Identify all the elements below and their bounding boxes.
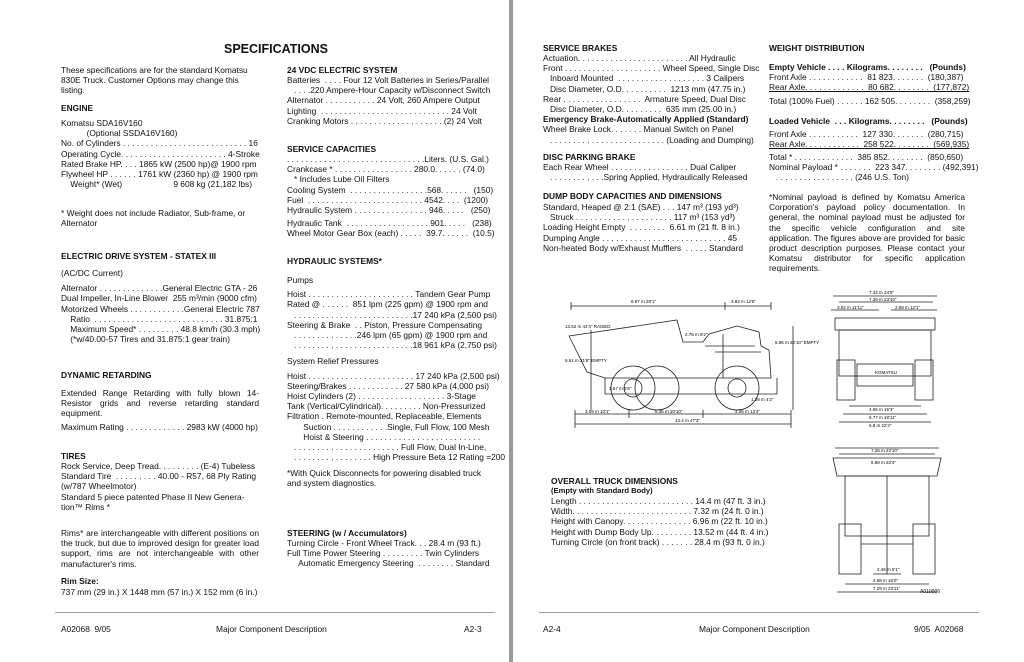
dim-label: 5.77 m 18'11"	[869, 415, 897, 420]
spec-line: Hoist . . . . . . . . . . . . . . . . . . . . . . . Tandem Gear Pump	[287, 289, 491, 300]
vdc-heading: 24 VDC ELECTRIC SYSTEM	[287, 65, 398, 75]
spec-line: Fuel . . . . . . . . . . . . . . . . . . . . . . . . . 4542. . . . (1200)	[287, 194, 489, 205]
weight-line: Loaded Vehicle . . . Kilograms. . . . . . . . (Pounds)	[769, 116, 968, 126]
overall-subheading: (Empty with Standard Body)	[551, 486, 653, 495]
spec-line: Hoist & Steering . . . . . . . . . . . . . . . . . . . . . . . . .	[287, 431, 481, 442]
drawing-id: A010006	[920, 589, 941, 595]
spec-line: Rated Brake HP. . . . 1865 kW (2500 hp)@ 1900 rpm	[61, 158, 257, 169]
left-page	[0, 0, 509, 662]
engine-specs	[61, 118, 260, 189]
dim-label: 14.4 m 47'3"	[675, 418, 700, 423]
spec-line: Width. . . . . . . . . . . . . . . . . . . . . . . . . . 7.32 m (24 ft. 0 in.)	[551, 506, 764, 517]
spec-line: Maximum Speed* . . . . . . . . . 48.8 km/h (30.3 mph)	[61, 324, 261, 335]
dim-label: 13.52 m 44'4" RAISED	[565, 324, 611, 329]
electric-heading: ELECTRIC DRIVE SYSTEM - STATEX III	[61, 251, 217, 261]
dim-label: 1.67 m 5'6"	[609, 386, 632, 391]
front-view-drawing	[825, 290, 945, 430]
weight-line: Front Axle . . . . . . . . . . . . 81 823. . . . . . . (180,387)	[769, 72, 964, 83]
weight-heading: WEIGHT DISTRIBUTION	[769, 43, 865, 53]
brakes-heading: SERVICE BRAKES	[543, 43, 618, 53]
weight-line: Total * . . . . . . . . . . . . . 385 852. . . . . . . . (850,650)	[769, 151, 964, 162]
spec-line: Hoist Cylinders (2) . . . . . . . . . . . . . . . . . . . 3-Stage	[287, 391, 476, 402]
spec-line: Height with Canopy. . . . . . . . . . . . . . . 6.96 m (22 ft. 10 in.)	[551, 516, 768, 527]
dim-label: 6.61 m 21'8" EMPTY	[565, 358, 607, 363]
dim-label: 7.28 m 23'10"	[871, 448, 899, 453]
dim-label: 2.78 m 9'2"	[685, 332, 708, 337]
engine-heading: ENGINE	[61, 103, 94, 113]
spec-line: Crankcase * . . . . . . . . . . . . . . . . . 280.0. . . . . . (74.0)	[287, 164, 485, 175]
spec-line: . . . . . . . . . . . . . . . . . . . . . . . . . . . . . .Liters. (U.S. Gal.)	[287, 154, 489, 164]
spec-line: Height with Dump Body Up. . . . . . . . . 13.52 m (44 ft. 4 in.)	[551, 526, 769, 537]
dim-label: 6.8 m 22'4"	[869, 423, 892, 428]
vdc-specs	[287, 75, 490, 126]
spec-line: . . . . . . . . . . . .Spring Applied, Hydraulically Released	[543, 172, 748, 183]
spec-line: . . . .220 Ampere-Hour Capacity w/Disconnect Switch	[287, 85, 491, 96]
spec-line: Ratio . . . . . . . . . . . . . . . . . . . . . . . . . . . . 31.875:1	[61, 313, 258, 324]
spec-line: No. of Cylinders . . . . . . . . . . . . . . . . . . . . . . . . . . . 16	[61, 138, 258, 149]
dim-label: 2.68 m 12'1"	[895, 305, 920, 310]
spec-line: Turning Circle - Front Wheel Track. . . 28.4 m (93 ft.)	[287, 538, 481, 548]
weight-line: Rear Axle. . . . . . . . . . . . . 80 682. . . . . . . . (177,872)	[769, 82, 970, 93]
spec-line: Wheel Brake Lock. . . . . . . Manual Switch on Panel	[543, 124, 734, 135]
spec-line: Motorized Wheels . . . . . . . . . . . .General Electric 787	[61, 303, 260, 314]
spec-line: Dumping Angle . . . . . . . . . . . . . . . . . . . . . . . . . . . 45	[543, 232, 738, 243]
weight-empty	[769, 62, 971, 106]
page-number: A2-4	[543, 624, 561, 634]
overall-specs	[551, 496, 768, 547]
spec-line: Rock Service, Deep Tread. . . . . . . . . (E-4) Tubeless	[61, 461, 256, 471]
spec-line: Struck . . . . . . . . . . . . . . . . . . . . . 117 m³ (153 yd³)	[543, 212, 736, 223]
spec-line: Front . . . . . . . . . . . . . . . . . . . . . Wheel Speed, Single Disc	[543, 63, 760, 74]
spec-line: Batteries . . . . Four 12 Volt Batteries in Series/Parallel	[287, 75, 490, 85]
spec-line: Hydraulic Tank . . . . . . . . . . . . . . . . . . 901. . . . . (238)	[287, 218, 492, 229]
dim-label: 6.88 m 22'4"	[871, 460, 896, 465]
spec-line: . . . . . . . . . . . . . . . . . . . . . . . . . .17 240 kPa (2,500 psi)	[287, 309, 497, 320]
hydraulic-note: *With Quick Disconnects for powering disabled truck and system diagnostics.	[287, 468, 482, 489]
spec-line: Loading Height Empty . . . . . . . . 6.61 m (21 ft. 8 in.)	[543, 222, 740, 233]
dynamic-rating: Maximum Rating . . . . . . . . . . . . . 2983 kW (4000 hp)	[61, 422, 258, 432]
rear-view-drawing	[825, 444, 949, 596]
spec-line: Hoist . . . . . . . . . . . . . . . . . . . . . . . 17 240 kPa (2,500 psi)	[287, 370, 500, 381]
dim-label: 3.83 m 12'6"	[731, 299, 756, 304]
spec-line: Lighting . . . . . . . . . . . . . . . . . . . . . . . . . . . . 24 Volt	[287, 105, 477, 116]
footer-rule	[539, 612, 979, 613]
dim-label: 4.88 m 16'0"	[873, 578, 898, 583]
spec-line: Wheel Motor Gear Box (each) . . . . . 39.7. . . . . . (10.5)	[287, 228, 495, 239]
dim-label: 6.35 m 20'10"	[655, 409, 683, 414]
spec-line: System Relief Pressures	[287, 356, 379, 367]
spec-line: Disc Diameter, O.D. . . . . . . . . 635 mm (25.00 in.)	[543, 104, 737, 115]
page-title: SPECIFICATIONS	[224, 42, 328, 56]
spec-line: Turning Circle (on front track) . . . . . . . 28.4 m (93 ft. 0 in.)	[551, 536, 765, 547]
steering-specs	[287, 538, 490, 569]
rim-size: 737 mm (29 in.) X 1448 mm (57 in.) X 152 mm (6 in.)	[61, 587, 258, 597]
spec-line: Standard, Heaped @ 2:1 (SAE) . . . 147 m³ (193 yd³)	[543, 202, 739, 212]
spec-line: Automatic Emergency Steering . . . . . . . . Standard	[287, 558, 490, 569]
dump-heading: DUMP BODY CAPACITIES AND DIMENSIONS	[543, 191, 722, 201]
spec-line: Cranking Motors . . . . . . . . . . . . . . . . . . . . (2) 24 Volt	[287, 115, 483, 126]
spec-line: Standard 5 piece patented Phase II New Genera-	[61, 491, 245, 502]
spec-line: Cooling System . . . . . . . . . . . . . . . . .568. . . . . . (150)	[287, 184, 494, 195]
engine-note: * Weight does not include Radiator, Sub-frame, or Alternator	[61, 208, 246, 229]
weight-line: . . . . . . . . . . . . . . . . . (246 U.S. Ton)	[769, 172, 909, 183]
spec-line: . . . . . . . . . . . . . . . . . High Pressure Beta 12 Rating =200	[287, 452, 506, 463]
spec-line: Standard Tire . . . . . . . . . 40.00 - R57, 68 Ply Rating	[61, 471, 257, 482]
spec-line: Steering & Brake . . Piston, Pressure Compensating	[287, 319, 483, 330]
spec-line: . . . . . . . . . . . . . . . . . . . . . . . . . (Loading and Dumping)	[543, 134, 754, 145]
spec-line: Full Time Power Steering . . . . . . . . . Twin Cylinders	[287, 548, 480, 559]
spec-line: Komatsu SDA16V160	[61, 118, 143, 128]
spec-line: Hydraulic System . . . . . . . . . . . . . . . . 946. . . . . (250)	[287, 205, 491, 216]
dynamic-text: Extended Range Retarding with fully blown 14-Resistor grids and reverse retarding standard equipment.	[61, 388, 259, 419]
payload-note: *Nominal payload is defined by Komatsu America Corporation's payload policy documentation. In general, the nominal payload must be adjusted for the specific vehicle configuration and site application. The figures above are provided for basic product description purposes. Please contact your Komatsu distributor for specific application requirements.	[769, 192, 965, 274]
dim-label: 1.28 m 4'2"	[751, 397, 774, 402]
spec-line: Alternator . . . . . . . . . . . 24 Volt, 260 Ampere Output	[287, 95, 480, 106]
spec-line: Tank (Vertical/Cylindrical). . . . . . . . . Non-Pressurized	[287, 401, 486, 412]
dump-specs	[543, 202, 743, 253]
electric-specs	[61, 268, 260, 344]
spec-line: Weight* (Wet) 9 608 kg (21,182 lbs)	[61, 179, 252, 190]
spec-line: Length . . . . . . . . . . . . . . . . . . . . . . . . . 14.4 m (47 ft. 3 in.)	[551, 496, 766, 506]
weight-line: Nominal Payload * . . . . . . . 223 347. . . . . . . . (492,391)	[769, 161, 979, 172]
page-number: A2-3	[464, 624, 482, 634]
spec-line: Suction . . . . . . . . . . . .Single, Full Flow, 100 Mesh	[287, 421, 490, 432]
dim-label: 4.06 m 13'4"	[735, 409, 760, 414]
dim-label: 8.87 m 29'1"	[631, 299, 656, 304]
spec-line: . . . . . . . . . . . . . .246 lpm (65 gpm) @ 1900 rpm and	[287, 330, 488, 341]
capacities-heading: SERVICE CAPACITIES	[287, 144, 377, 154]
spec-line: Emergency Brake-Automatically Applied (Standard)	[543, 114, 749, 125]
spec-line: tion™ Rims *	[61, 501, 110, 512]
weight-loaded	[769, 116, 978, 182]
spec-line: Alternator . . . . . . . . . . . . . .General Electric GTA - 26	[61, 283, 258, 294]
weight-line: Total (100% Fuel) . . . . . . 162 505. . . . . . . . (358,259)	[769, 95, 971, 106]
dim-label: 4.65 m 15'3"	[869, 407, 894, 412]
rims-note: Rims* are interchangeable with different positions on the truck, but due to improved design for greater load support, rims are not interchangeable with other manufacturer's rims.	[61, 528, 259, 569]
hydraulic-specs	[287, 275, 505, 462]
spec-line: Non-heated Body w/Exhaust Mufflers . . . . . Standard	[543, 242, 744, 253]
spec-line: . . . . . . . . . . . . . . . . . . . . . . . . . .18 961 kPa (2,750 psi)	[287, 340, 497, 351]
spec-line: Steering/Brakes . . . . . . . . . . . . 27 580 kPa (4,000 psi)	[287, 380, 490, 391]
brakes-specs	[543, 53, 759, 145]
tires-specs	[61, 461, 256, 512]
footer-title: Major Component Description	[216, 624, 327, 634]
weight-line: Rear Axle. . . . . . . . . . . . 258 522. . . . . . . . (569,935)	[769, 139, 970, 150]
spec-line: Each Rear Wheel . . . . . . . . . . . . . . . . . Dual Caliper	[543, 162, 737, 172]
spec-line: Inboard Mounted . . . . . . . . . . . . . . . . . . . 3 Calipers	[543, 73, 745, 84]
footer-doc-id: A02068 9/05	[61, 624, 111, 634]
spec-line: Pumps	[287, 275, 314, 285]
brand-label: KOMATSU	[875, 370, 897, 375]
weight-line: Empty Vehicle . . . . Kilograms. . . . . . . . (Pounds)	[769, 62, 966, 72]
parking-heading: DISC PARKING BRAKE	[543, 152, 636, 162]
spec-line: Dual Impeller, In-Line Blower 255 m³/min (9000 cfm)	[61, 293, 257, 304]
dynamic-heading: DYNAMIC RETARDING	[61, 370, 152, 380]
dim-label: 7.32 m 24'0"	[869, 290, 894, 295]
intro-text: These specifications are for the standard Komatsu 830E Truck. Customer Options may change this listing.	[61, 65, 248, 96]
spec-line: Operating Cycle. . . . . . . . . . . . . . . . . . . . . . . 4-Stroke	[61, 148, 260, 159]
dim-label: 3.09 m 10'1"	[585, 409, 610, 414]
spec-line: (*w/40.00-57 Tires and 31.875:1 gear train)	[61, 334, 230, 345]
spec-line: Filtration . Remote-mounted, Replaceable, Elements	[287, 411, 482, 422]
dim-label: 7.29 m 23'11"	[873, 586, 901, 591]
parking-specs	[543, 162, 747, 182]
weight-line: Front Axle . . . . . . . . . . . 127 330. . . . . . . (280,715)	[769, 129, 964, 140]
right-page	[513, 0, 1024, 662]
spec-line: Rear . . . . . . . . . . . . . . . . . Armature Speed, Dual Disc	[543, 93, 746, 104]
spec-line: . . . . . . . . . . . . . . . . . . . . . . . Full Flow, Dual In-Line,	[287, 442, 487, 453]
capacities-specs	[287, 154, 495, 239]
spec-line: Flywheel HP . . . . . . 1761 kW (2360 hp) @ 1900 rpm	[61, 169, 258, 180]
dim-label: 6.96 m 22'10" EMPTY	[775, 340, 820, 345]
footer-title: Major Component Description	[699, 624, 810, 634]
tires-heading: TIRES	[61, 451, 86, 461]
dim-label: 7.28 m 23'10"	[869, 297, 897, 302]
rim-size-heading: Rim Size:	[61, 576, 99, 586]
footer-rule	[55, 612, 495, 613]
spec-line: (Optional SSDA16V160)	[61, 128, 178, 139]
overall-heading: OVERALL TRUCK DIMENSIONS	[551, 476, 678, 486]
spec-line: (w/787 Wheelmotor)	[61, 481, 137, 492]
spec-line: (AC/DC Current)	[61, 268, 123, 278]
footer-doc-id: 9/05 A02068	[914, 624, 964, 634]
spec-line: Actuation. . . . . . . . . . . . . . . . . . . . . . . . All Hydraulic	[543, 53, 736, 63]
hydraulic-heading: HYDRAULIC SYSTEMS*	[287, 256, 382, 266]
side-view-drawing	[565, 286, 820, 434]
spec-line: Disc Diameter, O.D. . . . . . . . . . 1213 mm (47.75 in.)	[543, 83, 746, 94]
dim-label: 3.02 m 11'11"	[837, 305, 864, 310]
spec-line: * Includes Lube Oil Filters	[287, 174, 390, 185]
steering-heading: STEERING (w / Accumulators)	[287, 528, 407, 538]
dim-label: 2.46 m 8'1"	[877, 567, 900, 572]
spec-line: Rated @ . . . . . . 851 lpm (225 gpm) @ 1900 rpm and	[287, 299, 488, 310]
